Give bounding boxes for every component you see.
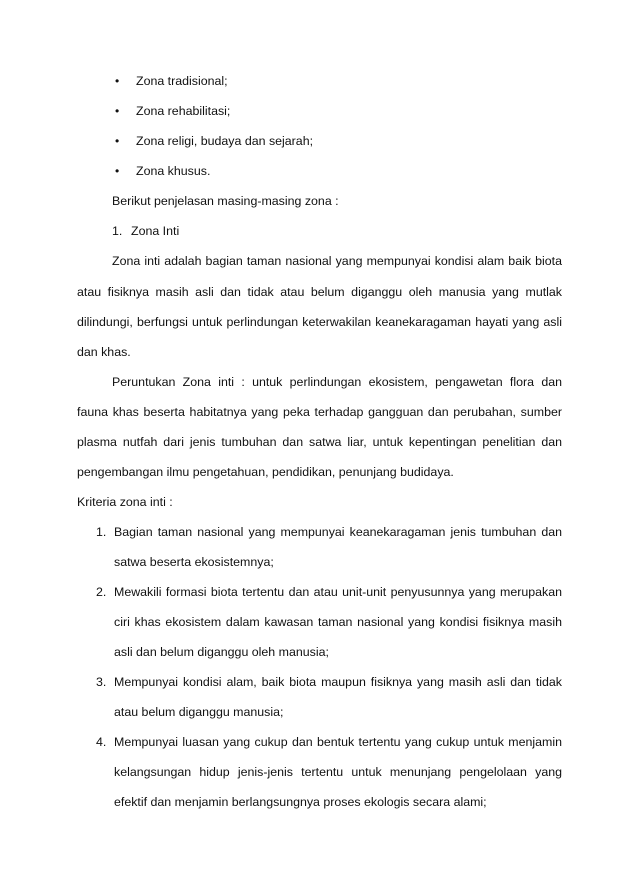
criteria-line: asli dan belum diganggu oleh manusia; <box>114 645 329 659</box>
paragraph-line: Zona inti adalah bagian taman nasional yang mempunyai kondisi alam baik biota <box>112 254 562 268</box>
criteria-line: efektif dan menjamin berlangsungnya proses ekologis secara alami; <box>114 795 487 809</box>
paragraph-line: atau fisiknya masih asli dan tidak atau belum diganggu oleh manusia yang mutlak <box>77 285 562 299</box>
paragraph-line: Peruntukan Zona inti : untuk perlindungan ekosistem, pengawetan flora dan <box>112 375 562 389</box>
criteria-line: Bagian taman nasional yang mempunyai keanekaragaman jenis tumbuhan dan <box>114 525 562 539</box>
criteria-line: satwa beserta ekosistemnya; <box>114 555 274 569</box>
intro-line: Berikut penjelasan masing-masing zona : <box>112 194 339 208</box>
bullet-dot: • <box>115 134 120 148</box>
bullet-dot: • <box>115 104 120 118</box>
criteria-number: 1. <box>96 525 107 539</box>
criteria-line: Mewakili formasi biota tertentu dan atau unit-unit penyusunnya yang merupakan <box>114 585 562 599</box>
criteria-heading: Kriteria zona inti : <box>77 495 173 509</box>
criteria-line: atau belum diganggu manusia; <box>114 705 284 719</box>
criteria-number: 2. <box>96 585 107 599</box>
paragraph-line: pengembangan ilmu pengetahuan, pendidikan, penunjang budidaya. <box>77 465 454 479</box>
criteria-number: 3. <box>96 675 107 689</box>
criteria-line: Mempunyai kondisi alam, baik biota maupun fisiknya yang masih asli dan tidak <box>114 675 562 689</box>
bullet-dot: • <box>115 74 120 88</box>
paragraph-line: fauna khas beserta habitatnya yang peka terhadap gangguan dan perubahan, sumber <box>77 405 562 419</box>
paragraph-line: dan khas. <box>77 345 131 359</box>
section-number: 1. <box>112 224 123 238</box>
paragraph-line: plasma nutfah dari jenis tumbuhan dan satwa liar, untuk kepentingan penelitian dan <box>77 435 562 449</box>
bullet-item: Zona religi, budaya dan sejarah; <box>136 134 314 148</box>
bullet-item: Zona khusus. <box>136 164 211 178</box>
criteria-line: ciri khas ekosistem dalam kawasan taman nasional yang kondisi fisiknya masih <box>114 615 562 629</box>
bullet-item: Zona rehabilitasi; <box>136 104 231 118</box>
criteria-line: Mempunyai luasan yang cukup dan bentuk tertentu yang cukup untuk menjamin <box>114 735 562 749</box>
criteria-number: 4. <box>96 735 107 749</box>
bullet-item: Zona tradisional; <box>136 74 228 88</box>
paragraph-line: dilindungi, berfungsi untuk perlindungan keterwakilan keanekaragaman hayati yang asli <box>77 315 562 329</box>
criteria-line: kelangsungan hidup jenis-jenis tertentu untuk menunjang pengelolaan yang <box>114 765 562 779</box>
bullet-dot: • <box>115 164 120 178</box>
section-title: Zona Inti <box>131 224 180 238</box>
